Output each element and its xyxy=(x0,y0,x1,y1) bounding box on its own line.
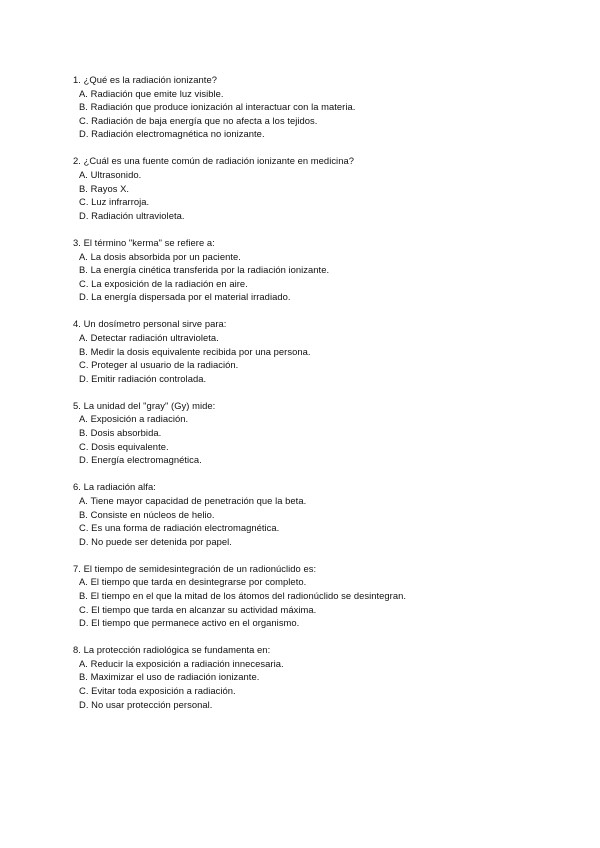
option-letter: A. xyxy=(79,169,88,181)
question-label: La radiación alfa: xyxy=(83,481,156,493)
option-text: Dosis absorbida. xyxy=(90,427,162,439)
question-8 xyxy=(73,643,553,711)
option-text: Detectar radiación ultravioleta. xyxy=(90,332,219,343)
question-number: 8. xyxy=(73,644,81,656)
option-letter: D. xyxy=(79,291,89,303)
option-c xyxy=(73,277,553,291)
option-text: La energía dispersada por el material irradiado. xyxy=(91,291,291,303)
option-c xyxy=(73,603,553,617)
option-d xyxy=(73,290,553,304)
option-letter: C. xyxy=(79,277,89,289)
option-c xyxy=(73,195,553,209)
option-c xyxy=(73,684,553,698)
question-label: El término "kerma" se refiere a: xyxy=(83,236,215,248)
option-a xyxy=(73,412,553,426)
option-a xyxy=(73,331,553,345)
question-label: La unidad del "gray" (Gy) mide: xyxy=(83,399,216,411)
quiz-list xyxy=(73,73,553,725)
option-letter: C. xyxy=(79,359,89,371)
question-7 xyxy=(73,562,553,630)
option-text: Emitir radiación controlada. xyxy=(91,372,207,384)
question-number: 1. xyxy=(73,74,81,85)
option-text: Ultrasonido. xyxy=(90,169,142,181)
question-text xyxy=(73,236,553,250)
option-text: Dosis equivalente. xyxy=(91,440,169,452)
question-text xyxy=(73,643,553,657)
question-5 xyxy=(73,399,553,467)
question-2 xyxy=(73,154,553,222)
option-letter: C. xyxy=(79,114,89,126)
option-text: Medir la dosis equivalente recibida por una persona. xyxy=(90,345,311,357)
question-text xyxy=(73,562,553,576)
option-text: No puede ser detenida por papel. xyxy=(91,535,232,547)
question-number: 6. xyxy=(73,481,81,493)
option-letter: B. xyxy=(79,264,88,276)
option-d xyxy=(73,127,553,141)
option-text: Luz infrarroja. xyxy=(91,196,150,208)
option-text: La exposición de la radiación en aire. xyxy=(91,277,248,289)
option-letter: B. xyxy=(79,182,88,194)
option-letter: C. xyxy=(79,603,89,615)
option-letter: C. xyxy=(79,196,89,208)
option-text: Radiación ultravioleta. xyxy=(91,209,185,221)
question-label: La protección radiológica se fundamenta en: xyxy=(83,644,271,656)
option-letter: B. xyxy=(79,427,88,439)
option-text: Radiación de baja energía que no afecta a los tejidos. xyxy=(91,114,318,126)
question-label: El tiempo de semidesintegración de un radionúclido es: xyxy=(83,562,317,574)
question-3 xyxy=(73,236,553,304)
option-d xyxy=(73,372,553,386)
option-letter: D. xyxy=(79,535,89,547)
option-c xyxy=(73,114,553,128)
option-text: Consiste en núcleos de helio. xyxy=(90,508,215,520)
option-b xyxy=(73,589,553,603)
option-text: El tiempo que permanece activo en el organismo. xyxy=(91,617,300,629)
option-d xyxy=(73,698,553,712)
option-letter: A. xyxy=(79,657,88,669)
option-a xyxy=(73,657,553,671)
question-4 xyxy=(73,317,553,385)
option-letter: B. xyxy=(79,508,88,520)
option-letter: D. xyxy=(79,209,89,221)
option-letter: B. xyxy=(79,345,88,357)
option-text: Es una forma de radiación electromagnética. xyxy=(91,522,280,534)
option-b xyxy=(73,100,553,114)
option-letter: D. xyxy=(79,128,89,140)
option-letter: B. xyxy=(79,590,88,601)
option-text: Tiene mayor capacidad de penetración que la beta. xyxy=(90,494,307,506)
question-number: 5. xyxy=(73,399,81,411)
option-letter: A. xyxy=(79,87,88,99)
option-b xyxy=(73,345,553,359)
option-text: Rayos X. xyxy=(90,182,130,194)
option-text: Reducir la exposición a radiación innecesaria. xyxy=(90,657,284,669)
option-b xyxy=(73,670,553,684)
option-d xyxy=(73,616,553,630)
option-letter: C. xyxy=(79,440,89,452)
option-c xyxy=(73,358,553,372)
option-text: Energía electromagnética. xyxy=(91,454,202,466)
question-text xyxy=(73,73,553,87)
option-letter: D. xyxy=(79,698,89,710)
question-text xyxy=(73,480,553,494)
question-number: 7. xyxy=(73,562,81,574)
option-b xyxy=(73,508,553,522)
question-number: 3. xyxy=(73,236,81,248)
option-a xyxy=(73,575,553,589)
question-1 xyxy=(73,73,553,141)
option-text: La dosis absorbida por un paciente. xyxy=(90,250,241,262)
option-b xyxy=(73,182,553,196)
option-a xyxy=(73,250,553,264)
option-text: Radiación electromagnética no ionizante. xyxy=(91,128,265,140)
question-6 xyxy=(73,480,553,548)
option-letter: D. xyxy=(79,372,89,384)
option-d xyxy=(73,535,553,549)
question-label: ¿Qué es la radiación ionizante? xyxy=(83,74,217,85)
option-b xyxy=(73,426,553,440)
option-text: Radiación que produce ionización al interactuar con la materia. xyxy=(90,101,356,113)
option-text: Maximizar el uso de radiación ionizante. xyxy=(90,671,260,683)
option-letter: A. xyxy=(79,494,88,506)
option-text: Exposición a radiación. xyxy=(90,413,189,425)
option-text: Radiación que emite luz visible. xyxy=(90,87,224,99)
option-a xyxy=(73,494,553,508)
option-text: El tiempo en el que la mitad de los átomos del radionúclido se desintegran. xyxy=(90,590,407,601)
option-a xyxy=(73,87,553,101)
option-letter: B. xyxy=(79,101,88,113)
option-text: Evitar toda exposición a radiación. xyxy=(91,685,236,697)
option-b xyxy=(73,263,553,277)
option-a xyxy=(73,168,553,182)
option-text: La energía cinética transferida por la radiación ionizante. xyxy=(90,264,330,276)
option-text: Proteger al usuario de la radiación. xyxy=(91,359,239,371)
option-letter: D. xyxy=(79,617,89,629)
option-c xyxy=(73,440,553,454)
option-letter: A. xyxy=(79,413,88,425)
question-text xyxy=(73,154,553,168)
question-number: 2. xyxy=(73,155,81,167)
option-letter: B. xyxy=(79,671,88,683)
question-text xyxy=(73,317,553,331)
option-text: No usar protección personal. xyxy=(91,698,213,710)
question-text xyxy=(73,399,553,413)
question-label: ¿Cuál es una fuente común de radiación ionizante en medicina? xyxy=(83,155,354,167)
option-text: El tiempo que tarda en desintegrarse por completo. xyxy=(90,576,307,588)
question-number: 4. xyxy=(73,318,81,330)
option-letter: A. xyxy=(79,250,88,262)
option-c xyxy=(73,521,553,535)
option-letter: A. xyxy=(79,576,88,588)
option-letter: C. xyxy=(79,685,89,697)
question-label: Un dosímetro personal sirve para: xyxy=(83,318,227,330)
option-d xyxy=(73,453,553,467)
option-letter: A. xyxy=(79,332,88,343)
option-letter: D. xyxy=(79,454,89,466)
option-letter: C. xyxy=(79,522,89,534)
option-text: El tiempo que tarda en alcanzar su actividad máxima. xyxy=(91,603,317,615)
option-d xyxy=(73,209,553,223)
